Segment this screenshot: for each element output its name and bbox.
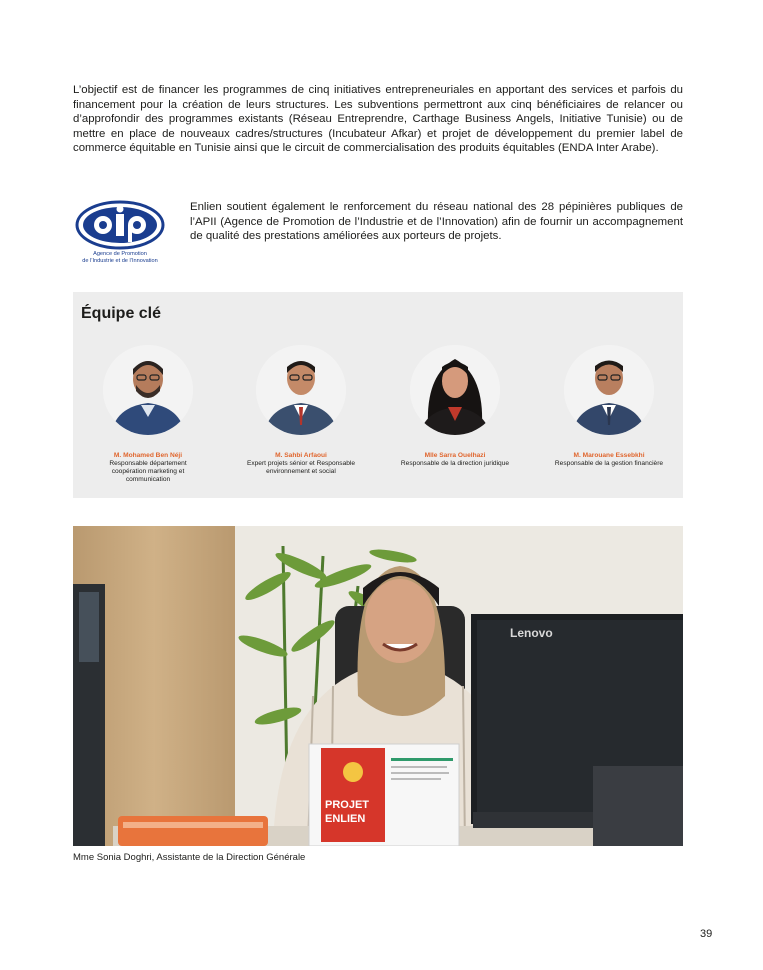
team-member-card [400, 345, 510, 468]
apii-logo [73, 200, 167, 270]
flyer-title-1: PROJET [325, 799, 370, 811]
member-role: Responsable de la gestion financière [554, 460, 664, 467]
page-number: 39 [700, 928, 713, 940]
intro-paragraph: L’objectif est de financer les programmes de cinq initiatives entrepreneuriales en apportant des services et parfois du financement pour la création de leurs structures. Les subventions permettront aux cinq bénéficiaires de relancer ou d’approfondir des programmes existants (Réseau Entreprendre, Carthage Business Angels, Initiative Tunisie) ou de mettre en place de nouveaux cadres/structures (Incubateur Afkar) et projet de développement du premier label de commerce équitable en Tunisie ainsi que le circuit de commercialisation des produits équitables (ENDA Inter Arabe). [73, 84, 683, 155]
flyer-title-2: ENLIEN [325, 813, 366, 825]
member-name: Mlle Sarra Ouelhazi [424, 452, 486, 459]
assistant-photo [73, 526, 683, 846]
member-role: Responsable département coopération marketing et communication [109, 460, 187, 483]
avatar [410, 345, 500, 435]
logo-line-2: de l’Industrie et de l’Innovation [82, 258, 158, 264]
team-title: Équipe clé [81, 305, 162, 322]
monitor-brand-label: Lenovo [510, 626, 553, 640]
avatar [103, 345, 193, 435]
team-member-card [246, 345, 356, 476]
apii-paragraph: Enlien soutient également le renforcement du réseau national des 28 pépinières publiques de l’APII (Agence de Promotion de l’Industrie et de l’Innovation) afin de fournir un accompagnement de qualité des prestations améliorées aux porteurs de projets. [190, 201, 683, 243]
member-role: Expert projets sénior et Responsable environnement et social [246, 460, 356, 475]
member-role: Responsable de la direction juridique [400, 460, 510, 467]
team-member-card [554, 345, 664, 468]
key-team-panel [73, 292, 683, 498]
member-name: M. Marouane Essebkhi [573, 452, 645, 459]
team-member-card [93, 345, 203, 484]
member-name: M. Sahbi Arfaoui [275, 452, 327, 459]
apii-emblem-icon [73, 200, 167, 252]
avatar [256, 345, 346, 435]
photo-caption: Mme Sonia Doghri, Assistante de la Direction Générale [73, 852, 306, 863]
logo-line-1: Agence de Promotion [93, 251, 147, 257]
member-name: M. Mohamed Ben Néji [113, 452, 183, 459]
avatar [564, 345, 654, 435]
